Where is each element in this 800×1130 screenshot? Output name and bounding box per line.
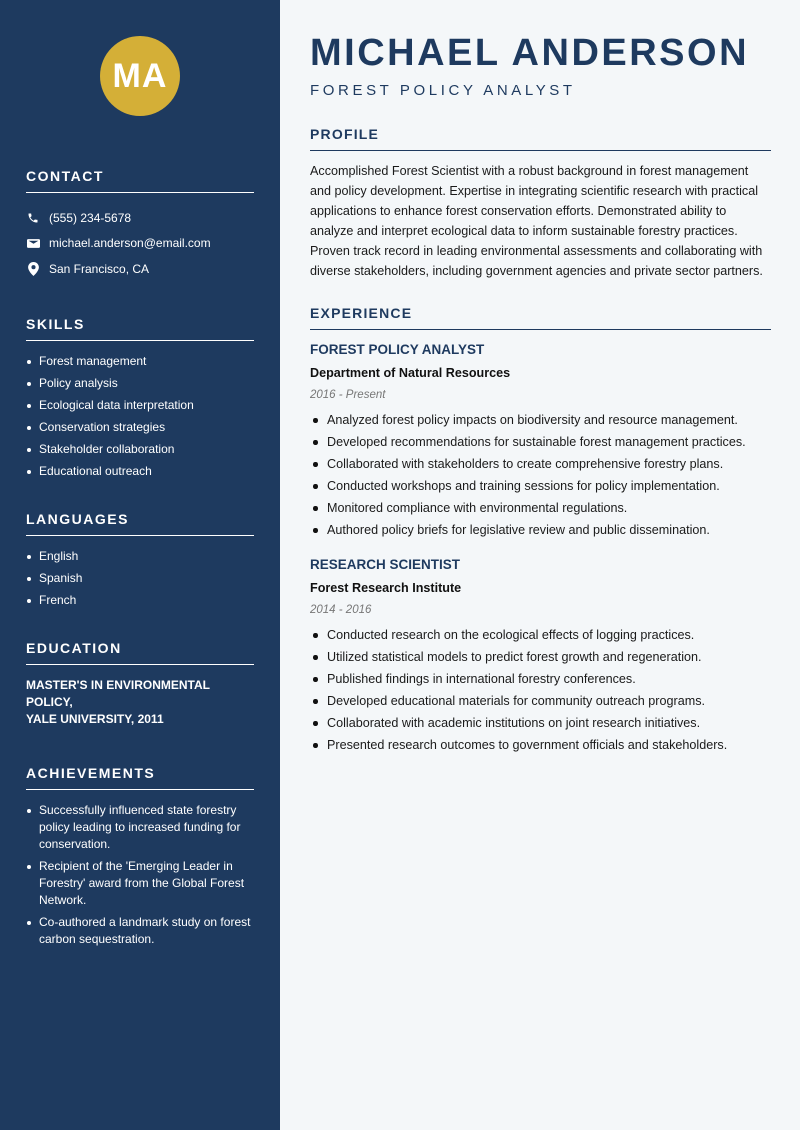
job-title: RESEARCH SCIENTIST [310,557,461,572]
job-bullet: Developed educational materials for community outreach programs. [310,692,771,710]
skill-item: Policy analysis [26,375,254,392]
experience-heading: EXPERIENCE [310,305,771,330]
profile-section [310,126,771,281]
contact-heading: CONTACT [26,168,254,193]
education-heading: EDUCATION [26,640,254,665]
skill-item: Conservation strategies [26,419,254,436]
job-dates: 2016 - Present [310,389,386,401]
job-bullets [310,411,771,539]
phone-text[interactable]: (555) 234-5678 [49,210,132,225]
envelope-icon [26,236,40,250]
job-bullet: Presented research outcomes to government officials and stakeholders. [310,736,771,754]
skill-item: Educational outreach [26,463,254,480]
skill-item: Stakeholder collaboration [26,441,254,458]
education-section [26,640,254,728]
achievements-list [26,802,254,948]
contact-email [26,231,254,257]
achievements-section [26,765,254,948]
job-bullet: Developed recommendations for sustainable forest management practices. [310,433,771,451]
languages-section [26,511,254,609]
achievements-heading: ACHIEVEMENTS [26,765,254,790]
job-title: FOREST POLICY ANALYST [310,342,485,357]
language-item: French [26,592,254,609]
job-entry [310,340,771,539]
experience-section [310,305,771,754]
map-pin-icon [26,262,40,276]
location-text: San Francisco, CA [49,261,150,276]
languages-list [26,548,254,609]
job-bullet: Utilized statistical models to predict forest growth and regeneration. [310,648,771,666]
achievement-item: Co-authored a landmark study on forest carbon sequestration. [26,914,254,948]
job-organization: Department of Natural Resources [310,366,511,380]
contact-section [26,168,254,282]
skill-item: Ecological data interpretation [26,397,254,414]
skills-list [26,353,254,480]
languages-heading: LANGUAGES [26,511,254,536]
job-dates: 2014 - 2016 [310,604,372,616]
phone-icon [26,211,40,225]
education-degree: MASTER'S IN ENVIRONMENTAL POLICY, [26,677,210,709]
initials-text: MA [112,56,168,95]
job-entry [310,555,771,754]
achievement-item: Recipient of the 'Emerging Leader in Forestry' award from the Global Forest Network. [26,858,254,909]
profile-text: Accomplished Forest Scientist with a robust background in forest management and policy development. Expertise in integrating scientific research with practical applications to enhance forest conservation efforts. Demonstrated ability to analyze and interpret ecological data to inform sustainable forestry practices. Proven track record in leading environmental assessments and collaborating with diverse stakeholders, including government agencies and private sector partners. [310,164,763,278]
job-bullet: Monitored compliance with environmental regulations. [310,499,771,517]
job-bullet: Analyzed forest policy impacts on biodiversity and resource management. [310,411,771,429]
job-bullet: Authored policy briefs for legislative review and public dissemination. [310,521,771,539]
job-organization: Forest Research Institute [310,581,462,595]
contact-phone [26,205,254,231]
job-bullet: Collaborated with academic institutions on joint research initiatives. [310,714,771,732]
profile-heading: PROFILE [310,126,771,151]
job-bullet: Published findings in international forestry conferences. [310,670,771,688]
language-item: English [26,548,254,565]
skill-item: Forest management [26,353,254,370]
candidate-role: FOREST POLICY ANALYST [310,82,576,99]
job-bullet: Collaborated with stakeholders to create comprehensive forestry plans. [310,455,771,473]
candidate-name: MICHAEL ANDERSON [310,32,750,74]
skills-section [26,316,254,480]
achievement-item: Successfully influenced state forestry policy leading to increased funding for conservation. [26,802,254,853]
initials-avatar [100,36,180,116]
job-bullets [310,626,771,754]
contact-location [26,256,254,282]
job-bullet: Conducted research on the ecological effects of logging practices. [310,626,771,644]
email-text[interactable]: michael.anderson@email.com [49,236,211,251]
sidebar [0,0,280,1130]
main-content [280,0,800,1130]
job-bullet: Conducted workshops and training sessions for policy implementation. [310,477,771,495]
skills-heading: SKILLS [26,316,254,341]
education-school: YALE UNIVERSITY, 2011 [26,711,164,726]
language-item: Spanish [26,570,254,587]
